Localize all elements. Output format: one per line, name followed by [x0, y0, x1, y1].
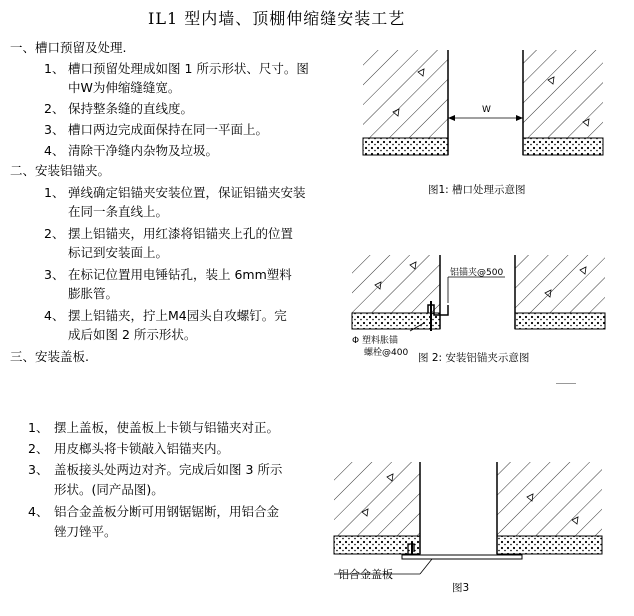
item-1-4-line-1: 清除干净缝内杂物及垃圾。 — [68, 143, 219, 158]
figure-1-w-label: W — [482, 105, 491, 115]
item-3-3-line-1: 盖板接头处两边对齐。完成后如图 3 所示 — [54, 462, 283, 477]
item-3-4-line-1: 铝合金盖板分断可用钢锯锯断，用铝合金 — [54, 504, 280, 519]
item-3-2-line-1: 用皮榔头将卡锁敲入铝锚夹内。 — [54, 441, 230, 456]
item-3-3-line-2: 形状。(同产品图)。 — [54, 482, 164, 497]
item-2-1-line-1: 弹线确定铝锚夹安装位置，保证铝锚夹安装 — [68, 185, 306, 200]
figure-1-caption: 图1: 槽口处理示意图 — [428, 184, 526, 196]
item-2-4-line-2: 成后如图 2 所示形状。 — [68, 327, 197, 342]
item-2-4-line-1: 摆上铝锚夹，拧上M4园头自攻螺钉。完 — [68, 308, 287, 323]
figure-1-diagram — [358, 50, 608, 165]
item-3-1-line-1: 摆上盖板，使盖板上卡锁与铝锚夹对正。 — [54, 420, 280, 435]
item-1-1-line-2: 中W为伸缩缝缝宽。 — [68, 80, 181, 95]
section-1-heading: 一、槽口预留及处理. — [10, 40, 127, 55]
item-3-4-line-2: 锉刀锉平。 — [54, 524, 117, 539]
section-2-heading: 二、安装铝锚夹。 — [10, 163, 111, 178]
item-3-1-number: 1、 — [28, 420, 49, 435]
item-2-2-number: 2、 — [44, 226, 65, 241]
page-title: IL1 型内墙、顶棚伸缩缝安装工艺 — [148, 9, 406, 28]
item-3-4-number: 4、 — [28, 504, 49, 519]
item-2-2-line-2: 标记到安装面上。 — [68, 245, 169, 260]
figure-3-caption: 图3 — [452, 582, 470, 594]
figure-2-anchor-label: 铝锚夹@500 — [450, 268, 504, 278]
item-1-1-line-1: 槽口预留处理成如图 1 所示形状、尺寸。图 — [68, 61, 309, 76]
item-3-3-number: 3、 — [28, 462, 49, 477]
figure-2-caption: 图 2: 安装铝锚夹示意图 — [418, 352, 530, 364]
item-2-1-line-2: 在同一条直线上。 — [68, 204, 169, 219]
figure-2-plug-label-2: 螺栓@400 — [364, 348, 409, 358]
figure-3-cover-label: 铝合金盖板 — [338, 568, 393, 581]
item-2-3-line-2: 膨胀管。 — [68, 286, 119, 301]
item-2-4-number: 4、 — [44, 308, 65, 323]
item-3-2-number: 2、 — [28, 441, 49, 456]
item-2-2-line-1: 摆上铝锚夹，用红漆将铝锚夹上孔的位置 — [68, 226, 294, 241]
section-3-heading: 三、安装盖板. — [10, 349, 89, 364]
item-1-2-number: 2、 — [44, 101, 65, 116]
item-1-1-number: 1、 — [44, 61, 65, 76]
item-1-3-number: 3、 — [44, 122, 65, 137]
item-2-3-number: 3、 — [44, 267, 65, 282]
item-1-3-line-1: 槽口两边完成面保持在同一平面上。 — [68, 122, 269, 137]
item-1-4-number: 4、 — [44, 143, 65, 158]
item-1-2-line-1: 保持整条缝的直线度。 — [68, 101, 194, 116]
item-2-1-number: 1、 — [44, 185, 65, 200]
divider-mark — [556, 383, 576, 384]
figure-2-plug-label-1: Φ 塑料胀锚 — [352, 336, 398, 346]
item-2-3-line-1: 在标记位置用电锤钻孔，装上 6mm塑料 — [68, 267, 292, 282]
